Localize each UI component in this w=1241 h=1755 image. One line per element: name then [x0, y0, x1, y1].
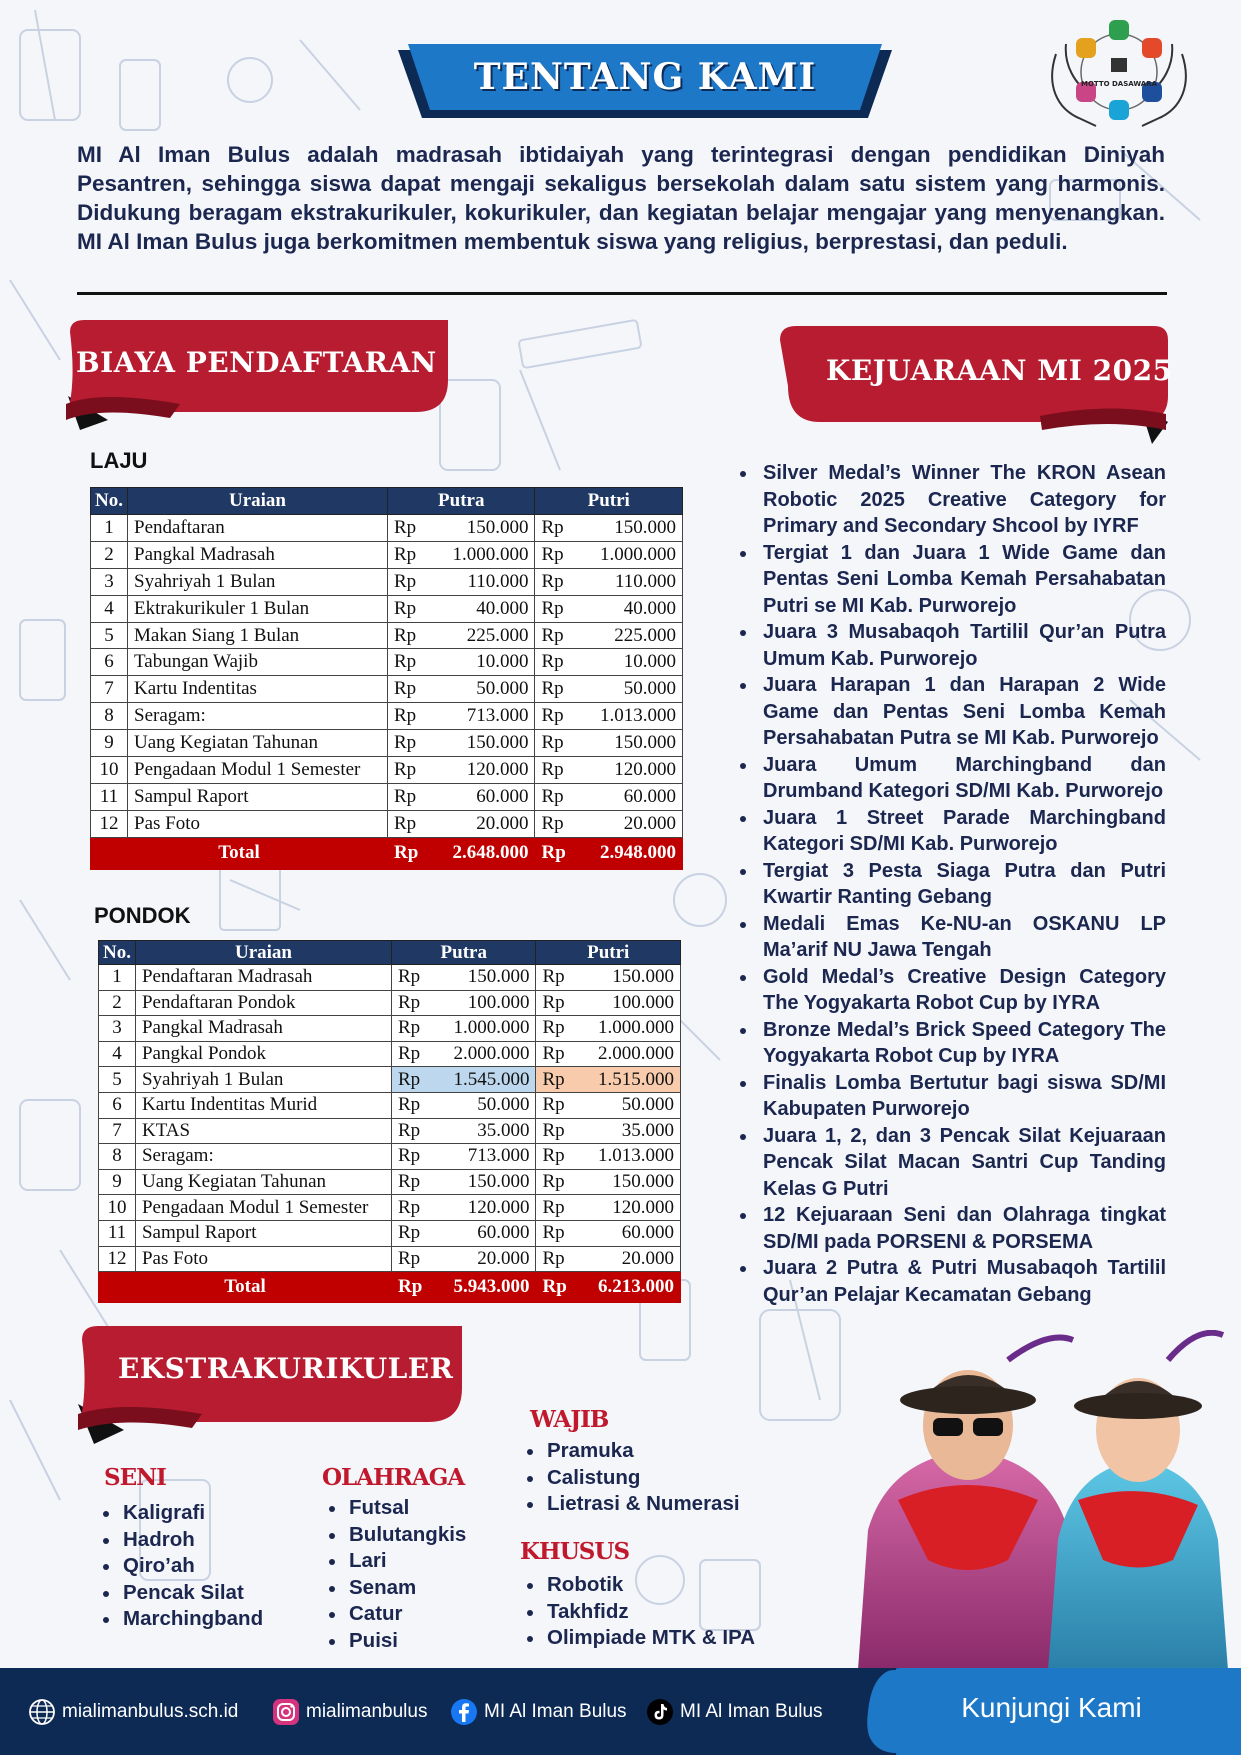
currency-label: Rp [536, 1272, 574, 1303]
male-amount: 150.000 [426, 515, 535, 542]
currency-label: Rp [535, 757, 573, 784]
achievement-item: Bronze Medal’s Brick Speed Category The Yogyakarta Robot Cup by IYRA [738, 1017, 1166, 1070]
row-number: 7 [99, 1118, 136, 1144]
logo-text: MOTTO DASAWARA [1080, 80, 1158, 88]
row-number: 2 [91, 541, 128, 568]
header-female: Putri [535, 488, 683, 515]
female-amount: 1.000.000 [574, 1016, 681, 1042]
row-item: Pendaftaran Pondok [135, 990, 391, 1016]
male-amount: 150.000 [429, 965, 536, 991]
row-item: Uang Kegiatan Tahunan [128, 730, 388, 757]
male-amount: 120.000 [429, 1195, 536, 1221]
row-item: Sampul Raport [128, 783, 388, 810]
khusus-list [524, 1572, 755, 1652]
female-amount: 60.000 [573, 783, 682, 810]
achievements-ribbon [780, 326, 1173, 448]
table-row [91, 649, 683, 676]
currency-label: Rp [535, 730, 573, 757]
globe-icon [28, 1698, 56, 1726]
male-amount: 120.000 [426, 757, 535, 784]
male-amount: 150.000 [426, 730, 535, 757]
male-amount: 1.545.000 [429, 1067, 536, 1093]
row-number: 7 [91, 676, 128, 703]
female-amount: 120.000 [574, 1195, 681, 1221]
currency-label: Rp [536, 990, 574, 1016]
divider [77, 292, 1167, 295]
list-item: Hadroh [100, 1527, 263, 1554]
achievement-item: Finalis Lomba Bertutur bagi siswa SD/MI Kabupaten Purworejo [738, 1070, 1166, 1123]
male-amount: 50.000 [426, 676, 535, 703]
female-amount: 150.000 [573, 730, 682, 757]
male-amount: 1.000.000 [426, 541, 535, 568]
male-amount: 50.000 [429, 1092, 536, 1118]
male-amount: 60.000 [429, 1220, 536, 1246]
male-amount: 10.000 [426, 649, 535, 676]
seni-title: SENI [104, 1464, 166, 1491]
footer-instagram[interactable] [272, 1698, 427, 1726]
currency-label: Rp [536, 1067, 574, 1093]
female-amount: 150.000 [574, 965, 681, 991]
olahraga-list [326, 1495, 466, 1654]
table-row [99, 1041, 681, 1067]
list-item: Puisi [326, 1628, 466, 1655]
currency-label: Rp [536, 1169, 574, 1195]
currency-label: Rp [536, 1195, 574, 1221]
male-amount: 713.000 [426, 703, 535, 730]
row-number: 5 [91, 622, 128, 649]
total-female: 2.948.000 [573, 837, 682, 869]
fees-ribbon [60, 320, 450, 440]
currency-label: Rp [391, 1092, 429, 1118]
currency-label: Rp [535, 595, 573, 622]
currency-label: Rp [536, 1118, 574, 1144]
currency-label: Rp [388, 649, 426, 676]
list-item: Kaligrafi [100, 1500, 263, 1527]
list-item: Futsal [326, 1495, 466, 1522]
row-number: 12 [91, 810, 128, 837]
header-female: Putri [536, 941, 681, 965]
currency-label: Rp [388, 730, 426, 757]
male-amount: 20.000 [429, 1246, 536, 1272]
laju-fee-table [90, 487, 683, 870]
female-amount: 2.000.000 [574, 1041, 681, 1067]
row-item: Pendaftaran Madrasah [135, 965, 391, 991]
wajib-list [524, 1438, 740, 1518]
list-item: Olimpiade MTK & IPA [524, 1625, 755, 1652]
table-row [99, 1169, 681, 1195]
table-row [99, 1118, 681, 1144]
footer-facebook[interactable] [450, 1698, 627, 1726]
achievement-item: Tergiat 1 dan Juara 1 Wide Game dan Pentas Seni Lomba Kemah Persahabatan Putri se MI Kab. Purworejo [738, 540, 1166, 620]
list-item: Senam [326, 1575, 466, 1602]
extracurricular-ribbon [72, 1326, 464, 1448]
currency-label: Rp [391, 1246, 429, 1272]
list-item: Catur [326, 1601, 466, 1628]
row-number: 9 [99, 1169, 136, 1195]
currency-label: Rp [536, 1041, 574, 1067]
currency-label: Rp [391, 1067, 429, 1093]
table-row [99, 1246, 681, 1272]
currency-label: Rp [535, 622, 573, 649]
table-row [91, 568, 683, 595]
page-title: TENTANG KAMI [473, 56, 817, 98]
row-number: 10 [91, 757, 128, 784]
row-item: Pangkal Madrasah [128, 541, 388, 568]
row-number: 1 [91, 515, 128, 542]
table-row [99, 1220, 681, 1246]
seni-list [100, 1500, 263, 1633]
row-item: Pas Foto [135, 1246, 391, 1272]
table-row [91, 703, 683, 730]
row-item: Syahriyah 1 Bulan [128, 568, 388, 595]
row-number: 11 [91, 783, 128, 810]
total-male: 5.943.000 [429, 1272, 536, 1303]
table-row [91, 757, 683, 784]
female-amount: 20.000 [574, 1246, 681, 1272]
achievement-item: Juara 3 Musabaqoh Tartilil Qur’an Putra Umum Kab. Purworejo [738, 619, 1166, 672]
achievement-item: Juara 2 Putra & Putri Musabaqoh Tartilil Qur’an Pelajar Kecamatan Gebang [738, 1255, 1166, 1308]
female-amount: 40.000 [573, 595, 682, 622]
list-item: Marchingband [100, 1606, 263, 1633]
currency-label: Rp [391, 1272, 429, 1303]
row-item: Seragam: [128, 703, 388, 730]
currency-label: Rp [535, 515, 573, 542]
header-male: Putra [391, 941, 536, 965]
female-amount: 225.000 [573, 622, 682, 649]
row-number: 1 [99, 965, 136, 991]
achievements-title: KEJUARAAN MI 2025 [826, 354, 1173, 387]
male-amount: 1.000.000 [429, 1016, 536, 1042]
row-item: Kartu Indentitas [128, 676, 388, 703]
school-logo [1036, 14, 1202, 130]
female-amount: 1.000.000 [573, 541, 682, 568]
female-amount: 1.013.000 [573, 703, 682, 730]
instagram-icon [272, 1698, 300, 1726]
row-item: Pangkal Madrasah [135, 1016, 391, 1042]
achievement-item: 12 Kejuaraan Seni dan Olahraga tingkat SD/MI pada PORSENI & PORSEMA [738, 1202, 1166, 1255]
male-amount: 40.000 [426, 595, 535, 622]
currency-label: Rp [388, 810, 426, 837]
olahraga-title: OLAHRAGA [322, 1464, 465, 1491]
row-number: 5 [99, 1067, 136, 1093]
list-item: Lietrasi & Numerasi [524, 1491, 740, 1518]
currency-label: Rp [388, 837, 426, 869]
row-item: Sampul Raport [135, 1220, 391, 1246]
list-item: Calistung [524, 1465, 740, 1492]
students-photo [858, 1330, 1228, 1670]
currency-label: Rp [391, 1041, 429, 1067]
fees-title: BIAYA PENDAFTARAN [76, 346, 437, 379]
female-amount: 35.000 [574, 1118, 681, 1144]
male-amount: 713.000 [429, 1144, 536, 1170]
list-item: Bulutangkis [326, 1522, 466, 1549]
table-row [91, 810, 683, 837]
footer-instagram-text: mialimanbulus [306, 1701, 428, 1722]
total-row [91, 837, 683, 869]
table-row [99, 965, 681, 991]
footer-website[interactable] [28, 1698, 238, 1726]
currency-label: Rp [391, 1144, 429, 1170]
achievement-item: Gold Medal’s Creative Design Category The Yogyakarta Robot Cup by IYRA [738, 964, 1166, 1017]
list-item: Lari [326, 1548, 466, 1575]
achievement-item: Juara 1 Street Parade Marchingband Kategori SD/MI Kab. Purworejo [738, 805, 1166, 858]
footer-tiktok[interactable] [646, 1698, 823, 1726]
pondok-label: PONDOK [94, 903, 191, 928]
total-male: 2.648.000 [426, 837, 535, 869]
footer-website-text: mialimanbulus.sch.id [62, 1701, 239, 1722]
row-number: 11 [99, 1220, 136, 1246]
row-item: KTAS [135, 1118, 391, 1144]
row-number: 10 [99, 1195, 136, 1221]
male-amount: 100.000 [429, 990, 536, 1016]
table-row [91, 783, 683, 810]
currency-label: Rp [388, 783, 426, 810]
currency-label: Rp [391, 1220, 429, 1246]
currency-label: Rp [535, 568, 573, 595]
currency-label: Rp [391, 1016, 429, 1042]
header-male: Putra [388, 488, 535, 515]
male-amount: 2.000.000 [429, 1041, 536, 1067]
achievement-item: Juara Umum Marchingband dan Drumband Kategori SD/MI Kab. Purworejo [738, 752, 1166, 805]
female-amount: 110.000 [573, 568, 682, 595]
row-item: Pendaftaran [128, 515, 388, 542]
table-row [99, 990, 681, 1016]
total-label: Total [91, 837, 388, 869]
male-amount: 150.000 [429, 1169, 536, 1195]
female-amount: 1.013.000 [574, 1144, 681, 1170]
total-row [99, 1272, 681, 1303]
table-row [91, 622, 683, 649]
row-number: 4 [99, 1041, 136, 1067]
currency-label: Rp [536, 1144, 574, 1170]
facebook-icon [450, 1698, 478, 1726]
row-item: Pangkal Pondok [135, 1041, 391, 1067]
list-item: Pramuka [524, 1438, 740, 1465]
row-item: Uang Kegiatan Tahunan [135, 1169, 391, 1195]
achievement-item: Silver Medal’s Winner The KRON Asean Robotic 2025 Creative Category for Primary and Secondary Shcool by IYRF [738, 460, 1166, 540]
row-number: 6 [91, 649, 128, 676]
row-number: 9 [91, 730, 128, 757]
row-item: Pas Foto [128, 810, 388, 837]
male-amount: 35.000 [429, 1118, 536, 1144]
header-item: Uraian [128, 488, 388, 515]
about-paragraph: MI Al Iman Bulus adalah madrasah ibtidaiyah yang terintegrasi dengan pendidikan Diniyah Pesantren, sehingga siswa dapat mengaji sekaligus bersekolah dalam satu sistem yang harmonis. Didukung beragam ekstrakurikuler, kokurikuler, dan kegiatan belajar mengajar yang menyenangkan. MI Al Iman Bulus juga berkomitmen membentuk siswa yang religius, berprestasi, dan peduli. [77, 142, 1165, 254]
khusus-title: KHUSUS [520, 1538, 630, 1565]
list-item: Qiro’ah [100, 1553, 263, 1580]
header-item: Uraian [135, 941, 391, 965]
row-number: 8 [91, 703, 128, 730]
female-amount: 150.000 [574, 1169, 681, 1195]
row-item: Kartu Indentitas Murid [135, 1092, 391, 1118]
female-amount: 100.000 [574, 990, 681, 1016]
currency-label: Rp [388, 595, 426, 622]
currency-label: Rp [391, 990, 429, 1016]
row-number: 2 [99, 990, 136, 1016]
total-label: Total [99, 1272, 392, 1303]
male-amount: 60.000 [426, 783, 535, 810]
achievement-item: Juara 1, 2, dan 3 Pencak Silat Kejuaraan Pencak Silat Macan Santri Cup Tanding Kelas G Putri [738, 1123, 1166, 1203]
visit-button[interactable] [862, 1668, 1241, 1755]
currency-label: Rp [388, 515, 426, 542]
table-row [99, 1195, 681, 1221]
female-amount: 10.000 [573, 649, 682, 676]
table-row [99, 1016, 681, 1042]
female-amount: 50.000 [573, 676, 682, 703]
row-number: 12 [99, 1246, 136, 1272]
table-row [99, 1092, 681, 1118]
currency-label: Rp [535, 783, 573, 810]
table-row [99, 1067, 681, 1093]
table-row [91, 515, 683, 542]
extracurricular-title: EKSTRAKURIKULER [118, 1352, 454, 1385]
currency-label: Rp [388, 568, 426, 595]
row-number: 6 [99, 1092, 136, 1118]
currency-label: Rp [391, 965, 429, 991]
female-amount: 20.000 [573, 810, 682, 837]
table-row [91, 730, 683, 757]
currency-label: Rp [536, 1092, 574, 1118]
male-amount: 225.000 [426, 622, 535, 649]
table-row [91, 541, 683, 568]
currency-label: Rp [388, 676, 426, 703]
pondok-fee-table [98, 940, 681, 1303]
male-amount: 20.000 [426, 810, 535, 837]
currency-label: Rp [536, 965, 574, 991]
row-item: Syahriyah 1 Bulan [135, 1067, 391, 1093]
achievements-list [738, 460, 1166, 1308]
female-amount: 50.000 [574, 1092, 681, 1118]
currency-label: Rp [535, 649, 573, 676]
currency-label: Rp [388, 622, 426, 649]
currency-label: Rp [535, 676, 573, 703]
currency-label: Rp [535, 837, 573, 869]
achievement-item: Juara Harapan 1 dan Harapan 2 Wide Game dan Pentas Seni Lomba Kemah Persahabatan Putra se MI Kab. Purworejo [738, 672, 1166, 752]
tiktok-icon [646, 1698, 674, 1726]
table-row [99, 1144, 681, 1170]
currency-label: Rp [535, 703, 573, 730]
currency-label: Rp [388, 703, 426, 730]
table-row [91, 595, 683, 622]
header-no: No. [91, 488, 128, 515]
visit-button-label: Kunjungi Kami [961, 1692, 1142, 1723]
footer-facebook-text: MI Al Iman Bulus [484, 1701, 627, 1722]
laju-label: LAJU [90, 448, 148, 473]
list-item: Takhfidz [524, 1599, 755, 1626]
female-amount: 120.000 [573, 757, 682, 784]
currency-label: Rp [391, 1169, 429, 1195]
wajib-title: WAJIB [530, 1406, 609, 1433]
female-amount: 1.515.000 [574, 1067, 681, 1093]
row-item: Makan Siang 1 Bulan [128, 622, 388, 649]
row-number: 8 [99, 1144, 136, 1170]
currency-label: Rp [535, 810, 573, 837]
currency-label: Rp [391, 1118, 429, 1144]
currency-label: Rp [391, 1195, 429, 1221]
male-amount: 110.000 [426, 568, 535, 595]
row-item: Seragam: [135, 1144, 391, 1170]
achievement-item: Medali Emas Ke-NU-an OSKANU LP Ma’arif NU Jawa Tengah [738, 911, 1166, 964]
row-item: Tabungan Wajib [128, 649, 388, 676]
row-number: 4 [91, 595, 128, 622]
table-row [91, 676, 683, 703]
list-item: Pencak Silat [100, 1580, 263, 1607]
achievement-item: Tergiat 3 Pesta Siaga Putra dan Putri Kwartir Ranting Gebang [738, 858, 1166, 911]
row-item: Pengadaan Modul 1 Semester [128, 757, 388, 784]
footer-tiktok-text: MI Al Iman Bulus [680, 1701, 823, 1722]
currency-label: Rp [536, 1016, 574, 1042]
female-amount: 150.000 [573, 515, 682, 542]
female-amount: 60.000 [574, 1220, 681, 1246]
row-number: 3 [91, 568, 128, 595]
currency-label: Rp [536, 1220, 574, 1246]
header-no: No. [99, 941, 136, 965]
currency-label: Rp [388, 541, 426, 568]
currency-label: Rp [535, 541, 573, 568]
total-female: 6.213.000 [574, 1272, 681, 1303]
title-banner [398, 44, 892, 118]
currency-label: Rp [536, 1246, 574, 1272]
row-number: 3 [99, 1016, 136, 1042]
list-item: Robotik [524, 1572, 755, 1599]
currency-label: Rp [388, 757, 426, 784]
row-item: Pengadaan Modul 1 Semester [135, 1195, 391, 1221]
row-item: Ektrakurikuler 1 Bulan [128, 595, 388, 622]
